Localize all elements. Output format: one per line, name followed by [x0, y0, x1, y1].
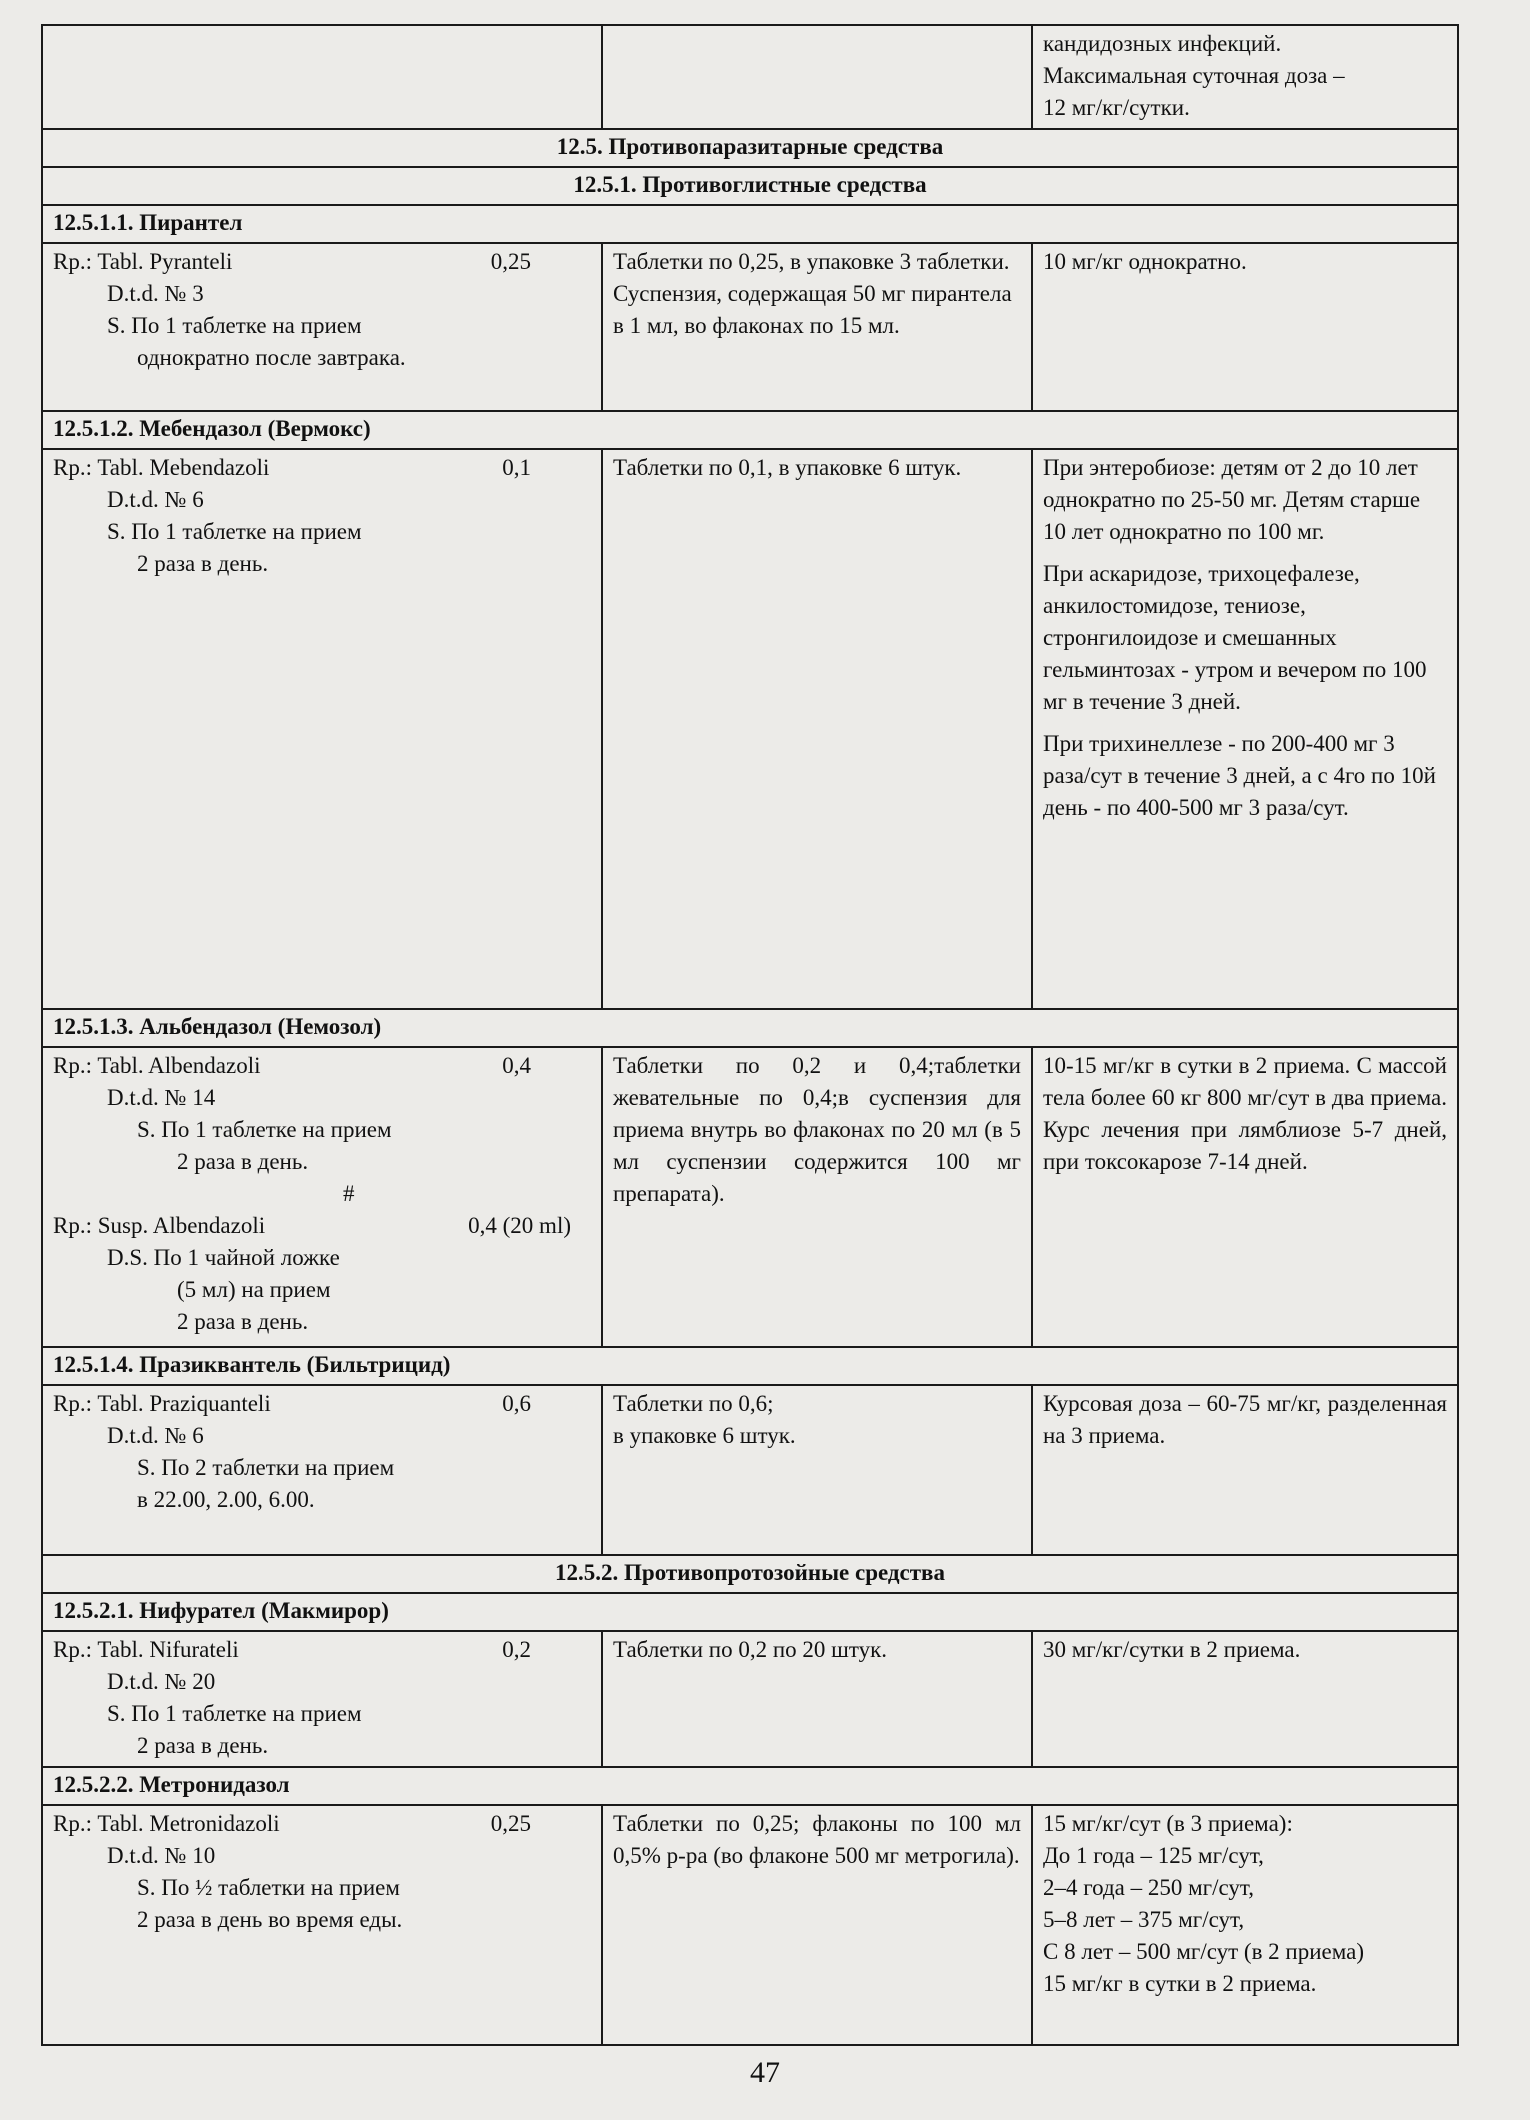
text-line: 15 мг/кг в сутки в 2 приема.	[1043, 1971, 1317, 1996]
rx-line: 2 раза в день.	[177, 1309, 309, 1334]
rx-line: D.t.d. № 6	[107, 487, 204, 512]
dosage-cell	[1032, 449, 1458, 1009]
rx-line: в 22.00, 2.00, 6.00.	[137, 1487, 315, 1512]
rx-name: Rp.: Tabl. Praziquanteli	[53, 1391, 271, 1416]
rx-line: D.t.d. № 10	[107, 1843, 216, 1868]
text-line: Таблетки по 0,6;	[613, 1391, 774, 1416]
text-line: 12 мг/кг/сутки.	[1043, 95, 1190, 120]
rx-line: D.S. По 1 чайной ложке	[107, 1245, 340, 1270]
drug-heading: 12.5.1.2. Мебендазол (Вермокс)	[42, 411, 1458, 449]
drug-heading: 12.5.2.2. Метронидазол	[42, 1767, 1458, 1805]
text-line: кандидозных инфекций.	[1043, 31, 1282, 56]
dosage-cell	[1032, 25, 1458, 129]
prescription-cell	[42, 1047, 602, 1347]
subsection-title: 12.5.1. Противоглистные средства	[42, 167, 1458, 205]
drug-heading: 12.5.1.4. Празиквантель (Бильтрицид)	[42, 1347, 1458, 1385]
empty-cell	[602, 25, 1032, 129]
rx-amount: 0,4 (20 ml)	[468, 1213, 571, 1238]
rx-line: однократно после завтрака.	[137, 345, 406, 370]
form-cell: Таблетки по 0,2 по 20 штук.	[602, 1631, 1032, 1767]
form-cell: Таблетки по 0,2 и 0,4;таблетки жевательные по 0,4;в суспензия для приема внутрь во флаконах по 20 мл (в 5 мл суспензии содержится 100 мг препарата).	[602, 1047, 1032, 1347]
rx-line: S. По 1 таблетке на прием	[107, 313, 362, 338]
table-row	[42, 243, 1458, 411]
rx-amount: 0,25	[490, 1811, 531, 1836]
rx-line: 2 раза в день.	[137, 1733, 269, 1758]
prescription-cell	[42, 1385, 602, 1555]
rx-name: Rp.: Tabl. Metronidazoli	[53, 1811, 280, 1836]
prescription-table	[41, 24, 1459, 2046]
rx-amount: 0,2	[502, 1637, 531, 1662]
rx-amount: 0,25	[490, 249, 531, 274]
dosage-paragraph: При трихинеллезе - по 200-400 мг 3 раза/сут в течение 3 дней, а с 4го по 10й день - по 400-500 мг 3 раза/сут.	[1043, 731, 1436, 820]
empty-cell	[42, 25, 602, 129]
rx-line: 2 раза в день.	[177, 1149, 309, 1174]
rx-line: S. По 1 таблетке на прием	[137, 1117, 392, 1142]
table-row	[42, 449, 1458, 1009]
section-title: 12.5. Противопаразитарные средства	[42, 129, 1458, 167]
drug-heading: 12.5.1.1. Пирантел	[42, 205, 1458, 243]
rx-name: Rp.: Tabl. Mebendazoli	[53, 455, 270, 480]
prescription-cell	[42, 449, 602, 1009]
table-row	[42, 25, 1458, 129]
dosage-cell: 10 мг/кг однократно.	[1032, 243, 1458, 411]
dosage-cell: Курсовая доза – 60-75 мг/кг, разделенная на 3 приема.	[1032, 1385, 1458, 1555]
rx-line: S. По 1 таблетке на прием	[107, 519, 362, 544]
rx-line: S. По 2 таблетки на прием	[137, 1455, 395, 1480]
rx-name: Rp.: Tabl. Nifurateli	[53, 1637, 239, 1662]
rx-line: D.t.d. № 3	[107, 281, 204, 306]
prescription-cell	[42, 1805, 602, 2045]
dosage-cell: 30 мг/кг/сутки в 2 приема.	[1032, 1631, 1458, 1767]
rx-amount: 0,4	[502, 1053, 531, 1078]
drug-heading: 12.5.1.3. Альбендазол (Немозол)	[42, 1009, 1458, 1047]
rx-line: S. По 1 таблетке на прием	[107, 1701, 362, 1726]
rx-name: Rp.: Tabl. Albendazoli	[53, 1053, 261, 1078]
text-line: 5–8 лет – 375 мг/сут,	[1043, 1907, 1245, 1932]
rx-line: D.t.d. № 14	[107, 1085, 216, 1110]
page-number: 47	[750, 2056, 780, 2089]
table-row	[42, 1385, 1458, 1555]
separator-mark: #	[343, 1181, 355, 1206]
dosage-cell: 10-15 мг/кг в сутки в 2 приема. С массой тела более 60 кг 800 мг/сут в два приема. Курс лечения при лямблиозе 5-7 дней, при токсокарозе 7-14 дней.	[1032, 1047, 1458, 1347]
prescription-cell	[42, 243, 602, 411]
rx-line: D.t.d. № 20	[107, 1669, 216, 1694]
rx-line: D.t.d. № 6	[107, 1423, 204, 1448]
rx-amount: 0,1	[502, 455, 531, 480]
text-line: 2–4 года – 250 мг/сут,	[1043, 1875, 1254, 1900]
table-row	[42, 1805, 1458, 2045]
rx-line: 2 раза в день во время еды.	[137, 1907, 403, 1932]
text-line: 15 мг/кг/сут (в 3 приема):	[1043, 1811, 1293, 1836]
text-line: До 1 года – 125 мг/сут,	[1043, 1843, 1264, 1868]
rx-line: S. По ½ таблетки на прием	[137, 1875, 400, 1900]
text-line: С 8 лет – 500 мг/сут (в 2 приема)	[1043, 1939, 1365, 1964]
text-line: в упаковке 6 штук.	[613, 1423, 796, 1448]
rx-amount: 0,6	[502, 1391, 531, 1416]
form-cell: Таблетки по 0,25, в упаковке 3 таблетки. Суспензия, содержащая 50 мг пирантела в 1 мл, во флаконах по 15 мл.	[602, 243, 1032, 411]
rx-name: Rp.: Susp. Albendazoli	[53, 1213, 266, 1238]
rx-name: Rp.: Tabl. Pyranteli	[53, 249, 233, 274]
subsection-title: 12.5.2. Противопротозойные средства	[42, 1555, 1458, 1593]
table-row	[42, 1631, 1458, 1767]
prescription-cell	[42, 1631, 602, 1767]
rx-line: 2 раза в день.	[137, 551, 269, 576]
table-row	[42, 1047, 1458, 1347]
dosage-cell	[1032, 1805, 1458, 2045]
form-cell: Таблетки по 0,25; флаконы по 100 мл 0,5% р-ра (во флаконе 500 мг метрогила).	[602, 1805, 1032, 2045]
text-line: Максимальная суточная доза –	[1043, 63, 1345, 88]
dosage-paragraph: При энтеробиозе: детям от 2 до 10 лет однократно по 25-50 мг. Детям старше 10 лет однократно по 100 мг.	[1043, 455, 1421, 544]
drug-heading: 12.5.2.1. Нифурател (Макмирор)	[42, 1593, 1458, 1631]
form-cell: Таблетки по 0,1, в упаковке 6 штук.	[602, 449, 1032, 1009]
dosage-paragraph: При аскаридозе, трихоцефалезе, анкилостомидозе, тениозе, стронгилоидозе и смешанных гельминтозах - утром и вечером по 100 мг в течение 3 дней.	[1043, 561, 1427, 714]
form-cell	[602, 1385, 1032, 1555]
rx-line: (5 мл) на прием	[177, 1277, 331, 1302]
